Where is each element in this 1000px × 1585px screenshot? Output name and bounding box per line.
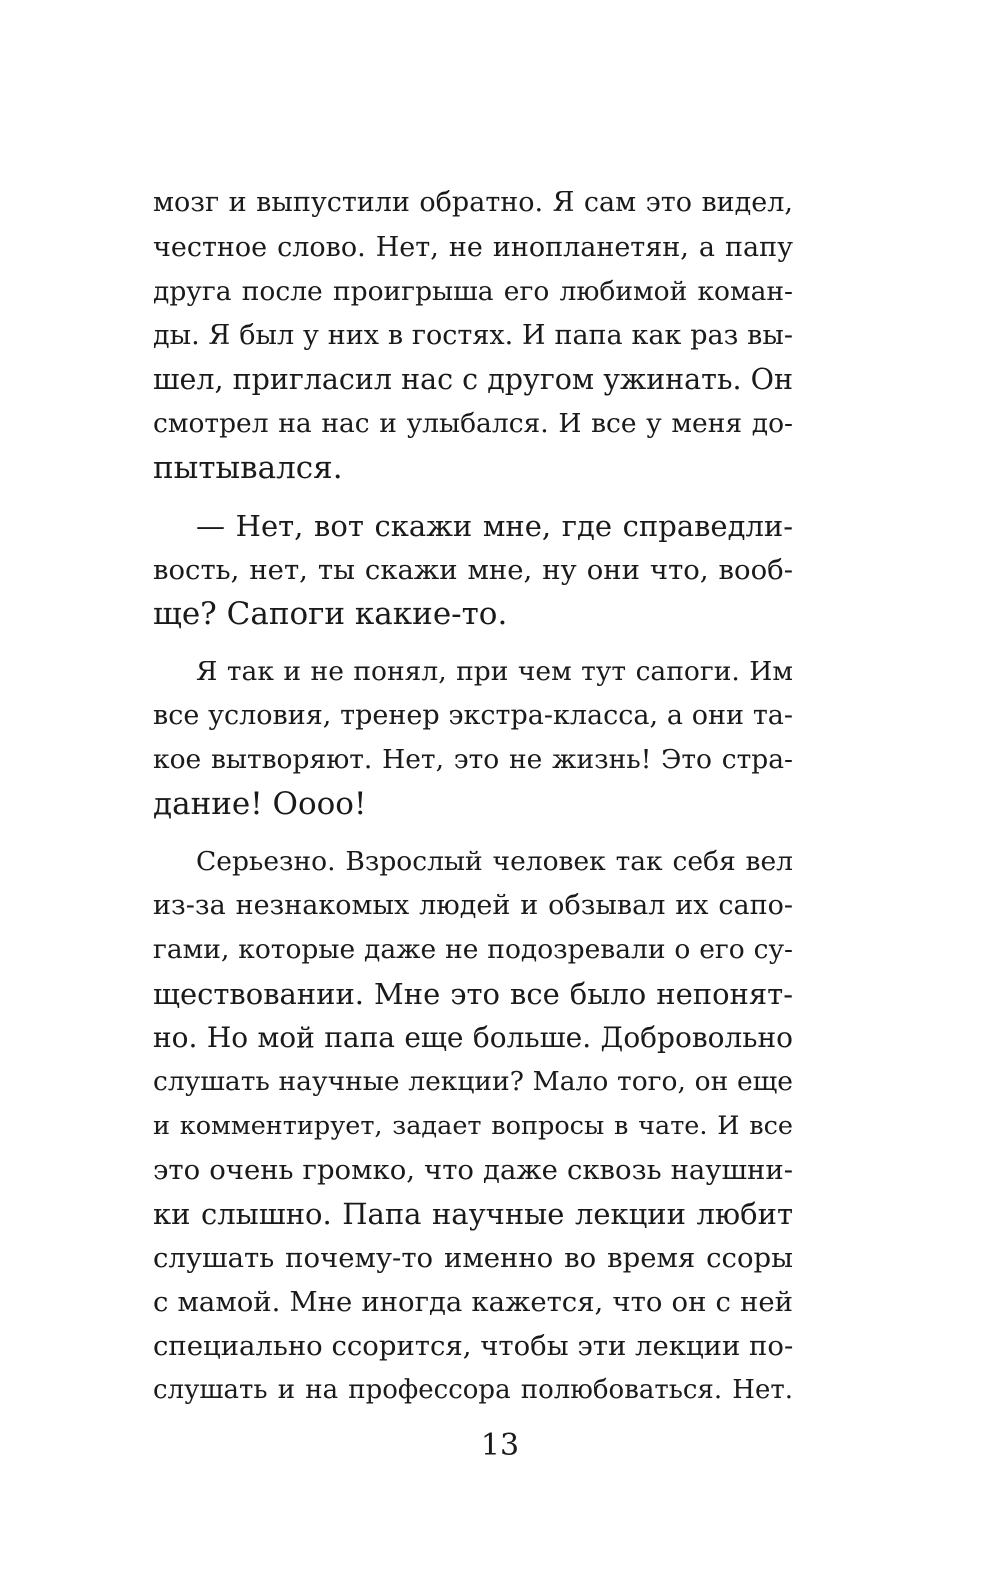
- text-line: слушать научные лекции? Мало того, он еще: [153, 1066, 793, 1097]
- text-line: мозг и выпустили обратно. Я сам это видел,: [153, 187, 793, 218]
- text-line: друга после проигрыша его любимой коман-: [153, 276, 793, 307]
- text-line: Серьезно. Взрослый человек так себя вел: [196, 846, 793, 877]
- text-line: — Нет, вот скажи мне, где справедли-: [196, 509, 793, 543]
- text-line: дание! Оооо!: [153, 786, 367, 822]
- text-line: ществовании. Мне это все было непонят-: [153, 977, 793, 1011]
- text-line: ды. Я был у них в гостях. И папа как раз вы-: [153, 320, 793, 351]
- text-line: ки слышно. Папа научные лекции любит: [153, 1197, 793, 1231]
- text-line: гами, которые даже не подозревали о его су-: [153, 934, 793, 965]
- text-line: ще? Сапоги какие-то.: [153, 596, 508, 632]
- text-line: слушать почему-то именно во время ссоры: [153, 1242, 793, 1274]
- page-number: 13: [480, 1428, 520, 1463]
- text-line: с мамой. Мне иногда кажется, что он с ней: [153, 1286, 793, 1318]
- text-line: все условия, тренер экстра-класса, а они та-: [153, 700, 793, 731]
- text-line: пытывался.: [153, 450, 343, 486]
- text-line: из-за незнакомых людей и обзывал их сапо-: [153, 890, 793, 921]
- text-line: кое вытворяют. Нет, это не жизнь! Это стра-: [153, 744, 793, 775]
- text-line: это очень громко, что даже сквозь наушни-: [153, 1154, 793, 1186]
- text-line: и комментирует, задает вопросы в чате. И все: [153, 1111, 793, 1141]
- text-line: специально ссорится, чтобы эти лекции по-: [153, 1330, 794, 1362]
- text-line: честное слово. Нет, не инопланетян, а папу: [153, 232, 793, 263]
- text-line: шел, пригласил нас с другом ужинать. Он: [153, 363, 793, 396]
- text-line: Я так и не понял, при чем тут сапоги. Им: [196, 656, 793, 687]
- text-line: смотрел на нас и улыбался. И все у меня до-: [153, 408, 793, 439]
- text-line: вость, нет, ты скажи мне, ну они что, вооб-: [153, 554, 793, 586]
- text-line: но. Но мой папа еще больше. Добровольно: [153, 1021, 793, 1054]
- text-line: слушать и на профессора полюбоваться. Нет.: [153, 1375, 793, 1405]
